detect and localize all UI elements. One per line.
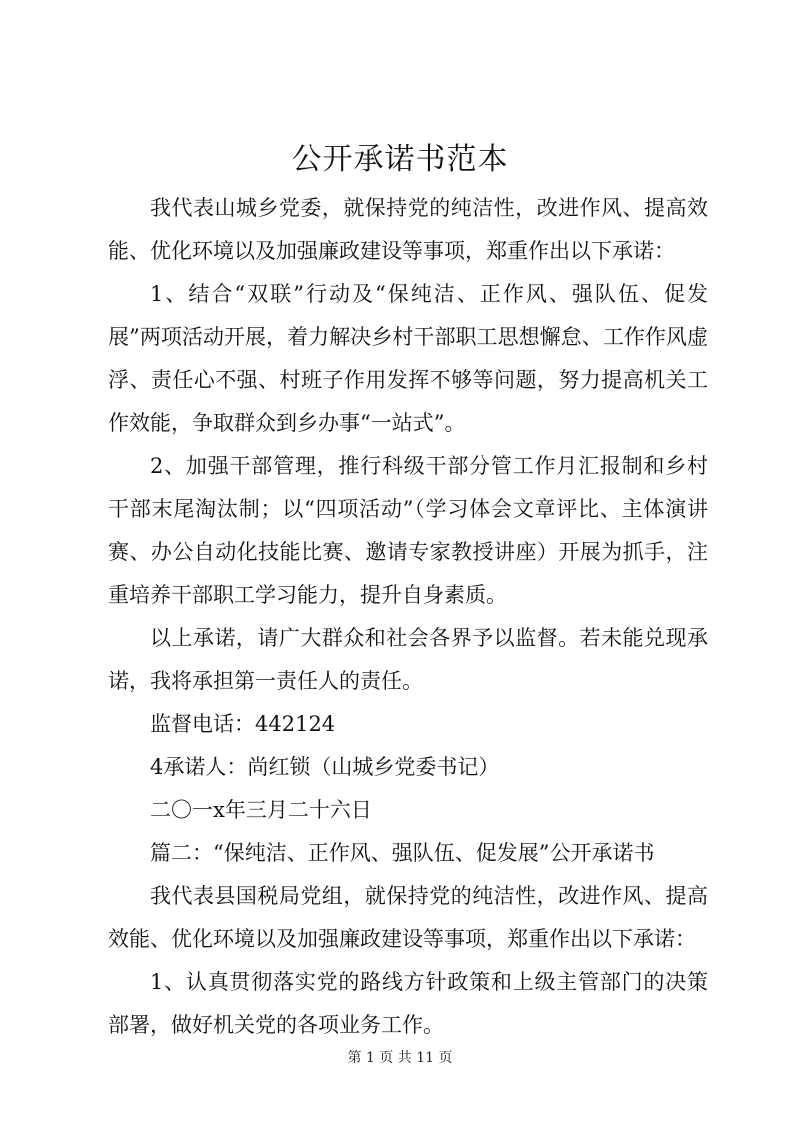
document-title: 公开承诺书范本 xyxy=(291,142,509,177)
paragraph-section-two-intro: 我代表县国税局党组，就保持党的纯洁性，改进作风、提高效能、优化环境以及加强廉政建设等事项，郑重作出以下承诺： xyxy=(108,884,708,951)
paragraph-section-two-heading: 篇二：“保纯洁、正作风、强队伍、促发展”公开承诺书 xyxy=(150,841,655,865)
page-number-footer: 第 1 页 共 11 页 xyxy=(347,1050,453,1066)
paragraph-commitment-2: 2、加强干部管理，推行科级干部分管工作月汇报制和乡村干部末尾淘汰制；以“四项活动”（学习体会文章评比、主体演讲赛、办公自动化技能比赛、邀请专家教授讲座）开展为抓手，注重培养干部职工学习能力，提升自身素质。 xyxy=(108,454,708,607)
paragraph-intro: 我代表山城乡党委，就保持党的纯洁性，改进作风、提高效能、优化环境以及加强廉政建设等事项，郑重作出以下承诺： xyxy=(108,196,708,263)
document-body xyxy=(108,187,708,1047)
paragraph-commitment-1: 1、结合“双联”行动及“保纯洁、正作风、强队伍、促发展”两项活动开展，着力解决乡村干部职工思想懈怠、工作作风虚浮、责任心不强、村班子作用发挥不够等问题，努力提高机关工作效能，争取群众到乡办事“一站式”。 xyxy=(108,282,708,435)
paragraph-date: 二〇一x年三月二十六日 xyxy=(150,798,372,822)
paragraph-section-two-item-1: 1、认真贯彻落实党的路线方针政策和上级主管部门的决策部署，做好机关党的各项业务工作。 xyxy=(108,970,708,1037)
paragraph-signatory: 4承诺人：尚红锁（山城乡党委书记） xyxy=(150,755,500,779)
paragraph-supervision-phone: 监督电话：442124 xyxy=(150,712,336,736)
paragraph-supervision-request: 以上承诺，请广大群众和社会各界予以监督。若未能兑现承诺，我将承担第一责任人的责任。 xyxy=(108,626,708,693)
